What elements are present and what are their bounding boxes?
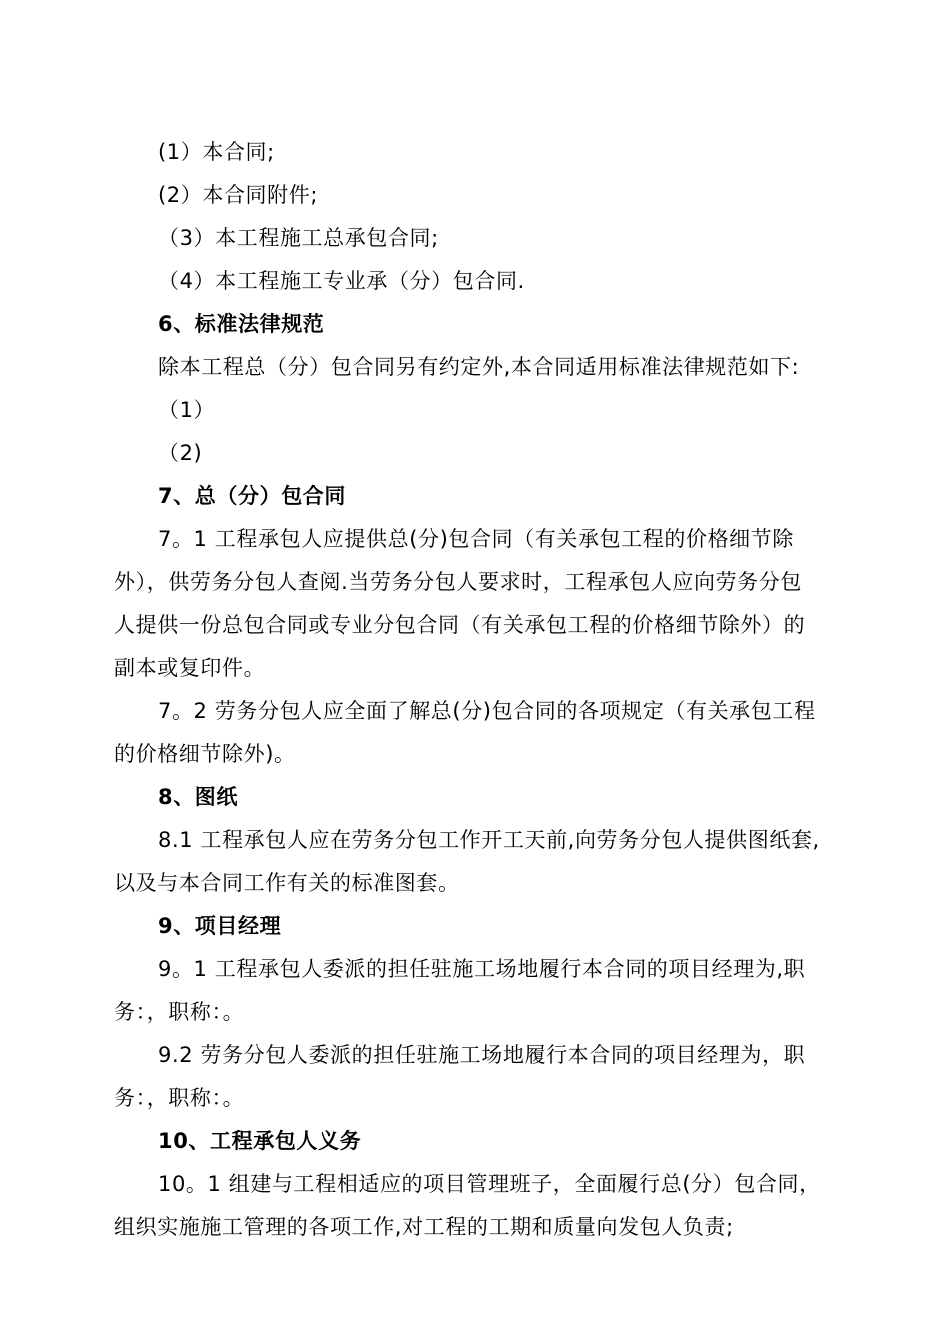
list-item: （1） [158,398,216,422]
paragraph-text: 务：，职称：。 [114,1000,245,1024]
paragraph-text: 副本或复印件。 [114,656,266,680]
list-item: （2) [158,441,203,465]
paragraph-text: 以及与本合同工作有关的标准图套。 [114,871,460,895]
paragraph-text: 7。2 劳务分包人应全面了解总(分)包合同的各项规定（有关承包工程 [158,699,816,723]
paragraph-text: 9.2 劳务分包人委派的担任驻施工场地履行本合同的项目经理为，职 [158,1043,806,1067]
section-heading-7: 7、总（分）包合同 [158,484,347,508]
list-item-4: （4）本工程施工专业承（分）包合同. [158,269,525,293]
section-heading-6: 6、标准法律规范 [158,312,325,336]
section-heading-8: 8、图纸 [158,785,239,809]
list-item-2: (2）本合同附件; [158,183,319,207]
paragraph-text: 人提供一份总包合同或专业分包合同（有关承包工程的价格细节除外）的 [114,613,806,637]
paragraph-text: 10。1 组建与工程相适应的项目管理班子，全面履行总(分）包合同， [158,1172,821,1196]
paragraph-text: 组织实施施工管理的各项工作,对工程的工期和质量向发包人负责; [114,1215,734,1239]
paragraph-text: 除本工程总（分）包合同另有约定外,本合同适用标准法律规范如下: [158,355,800,379]
paragraph-text: 9。1 工程承包人委派的担任驻施工场地履行本合同的项目经理为,职 [158,957,806,981]
paragraph-text: 务：，职称：。 [114,1086,245,1110]
paragraph-text: 7。1 工程承包人应提供总(分)包合同（有关承包工程的价格细节除 [158,527,794,551]
paragraph-text: 外），供劳务分包人查阅.当劳务分包人要求时，工程承包人应向劳务分包 [114,570,802,594]
list-item-3: （3）本工程施工总承包合同; [158,226,439,250]
paragraph-text: 的价格细节除外)。 [114,742,296,766]
section-heading-9: 9、项目经理 [158,914,282,938]
section-heading-10: 10、工程承包人义务 [158,1129,362,1153]
list-item-1: (1）本合同; [158,140,275,164]
paragraph-text: 8.1 工程承包人应在劳务分包工作开工天前,向劳务分包人提供图纸套, [158,828,820,852]
